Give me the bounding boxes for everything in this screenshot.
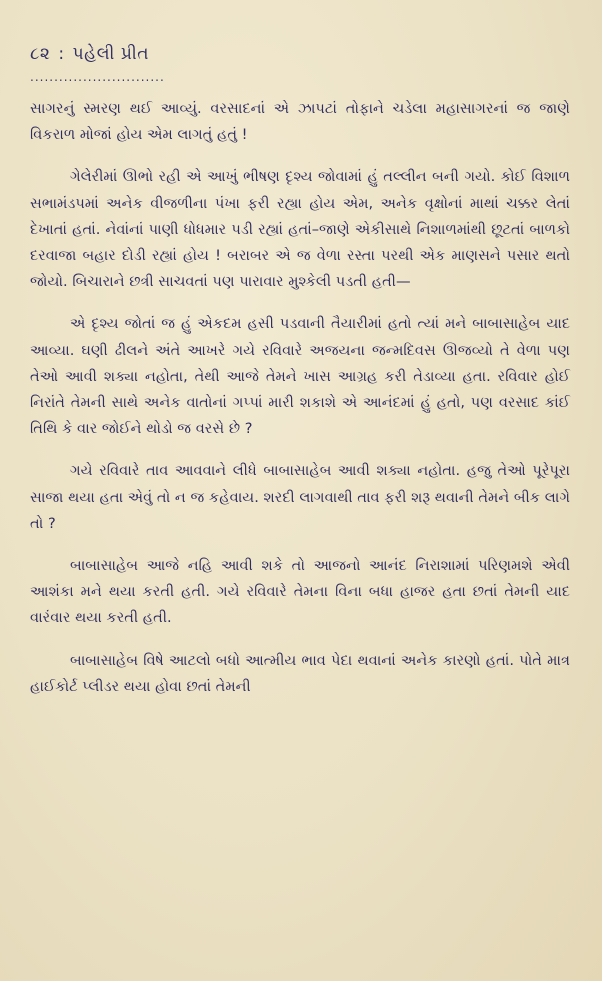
paragraph-5: બાબાસાહેબ આજે નહિ આવી શકે તો આજનો આનંદ નિરાશામાં પરિણમશે એવી આશંકા મને થયા કરતી હતી. ગયે રવિવારે તેમના વિના બધા હાજર હતા છતાં તેમની યાદ વારંવાર થયા કરતી હતી. — [30, 557, 570, 627]
paragraph-2: ગેલેરીમાં ઊભો રહી એ આખું ભીષણ દૃશ્ય જોવામાં હું તલ્લીન બની ગયો. કોઈ વિશાળ સભામંડપમાં અનેક વીજળીના પંખા ફરી રહ્યા હોય એમ, અનેક વૃક્ષોનાં માથાં ચક્કર લેતાં દેખાતાં હતાં. નેવાંનાં પાણી ધોધમાર પડી રહ્યાં હતાં–જાણે એકીસાથે નિશાળમાંથી છૂટતાં બાળકો દરવાજા બહાર દોડી રહ્યાં હોય ! બરાબર એ જ વેળા રસ્તા પરથી એક માણસને પસાર થતો જોયો. બિચારાને છત્રી સાચવતાં પણ પારાવાર મુશ્કેલી પડતી હતી— — [30, 168, 570, 291]
page-header — [30, 44, 149, 64]
paragraph-3: એ દૃશ્ય જોતાં જ હું એકદમ હસી પડવાની તૈયારીમાં હતો ત્યાં મને બાબાસાહેબ યાદ આવ્યા. ઘણી ઢીલને અંતે આખરે ગયે રવિવારે અજયના જન્મદિવસ ઊજવ્યો તે વેળા પણ તેઓ આવી શક્યા નહોતા, તેથી આજે તેમને ખાસ આગ્રહ કરી તેડાવ્યા હતા. રવિવાર હોઈ નિરાંતે તેમની સાથે અનેક વાતોનાં ગપ્પાં મારી શકાશે એ આનંદમાં હું હતો, પણ વરસાદ કાંઈ તિથિ કે વાર જોઈને થોડો જ વરસે છે ? — [30, 315, 570, 438]
header-separator: : — [58, 44, 65, 64]
header-dotted-rule: ............................ — [30, 70, 165, 84]
book-title: પહેલી પ્રીત — [72, 44, 149, 64]
paragraph-6: બાબાસાહેબ વિષે આટલો બધો આત્મીય ભાવ પેદા થવાનાં અનેક કારણો હતાં. પોતે માત્ર હાઈકોર્ટ પ્લીડર થયા હોવા છતાં તેમની — [30, 651, 570, 695]
paragraph-1: સાગરનું સ્મરણ થઈ આવ્યું. વરસાદનાં એ ઝાપટાં તોફાને ચડેલા મહાસાગરનાં જ જાણે વિકરાળ મોજાં હોય એમ લાગતું હતું ! — [30, 100, 570, 144]
paragraph-4: ગયે રવિવારે તાવ આવવાને લીધે બાબાસાહેબ આવી શક્યા નહોતા. હજુ તેઓ પૂરેપૂરા સાજા થયા હતા એવું તો ન જ કહેવાય. શરદી લાગવાથી તાવ ફરી શરૂ થવાની તેમને બીક લાગે તો ? — [30, 462, 570, 532]
page-number: ૮૨ — [30, 44, 51, 64]
body-text — [30, 96, 570, 716]
